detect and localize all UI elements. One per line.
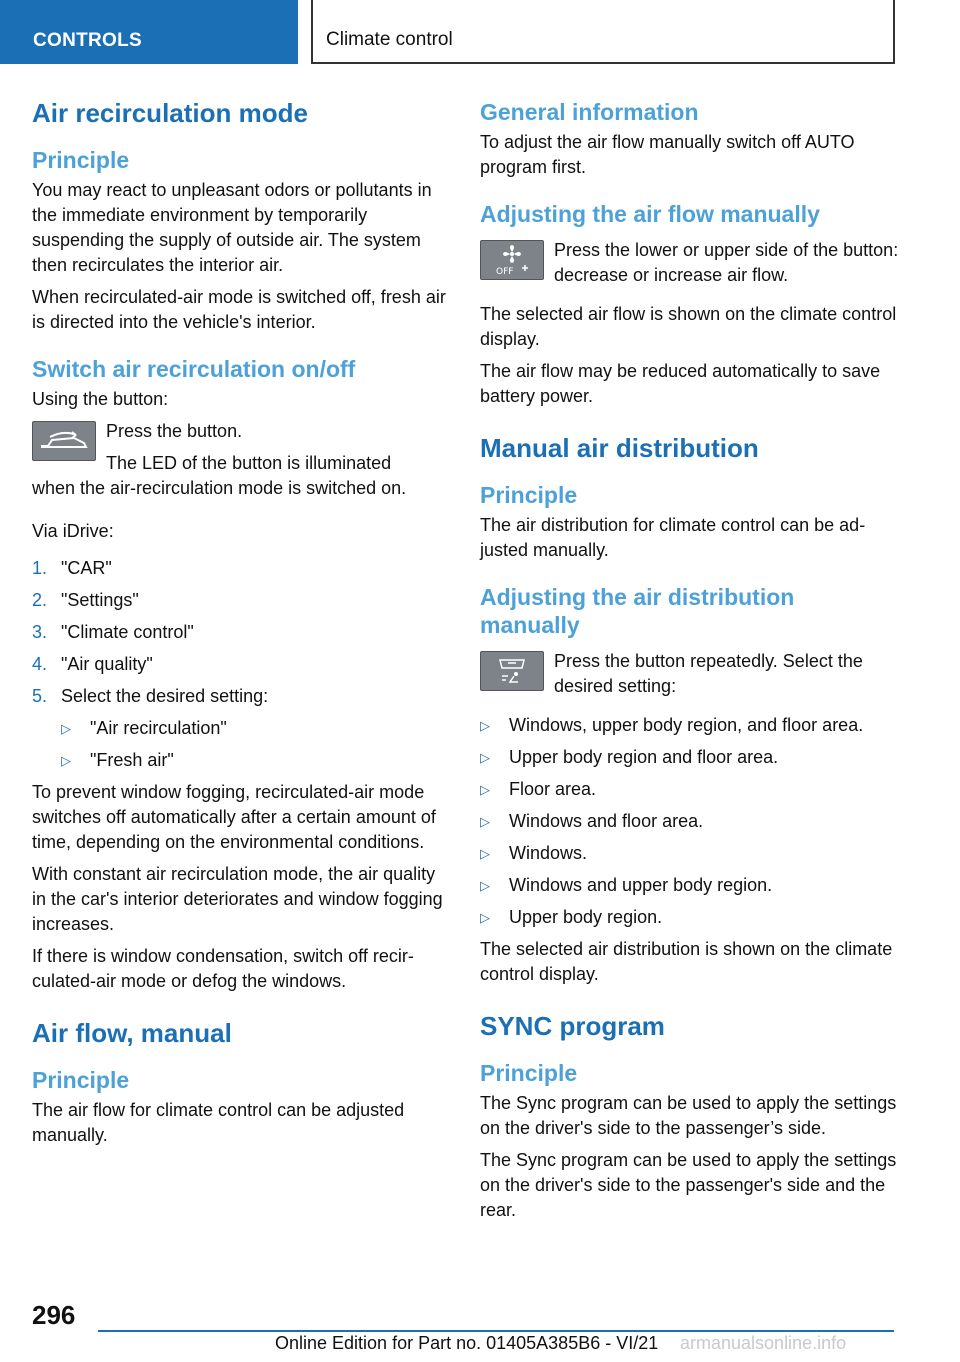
heading-air-flow-manual: Air flow, manual <box>32 1018 232 1048</box>
paragraph: To prevent window fogging, recirculated-air mode switches off automatically after a certain amount of time, depending on the environmental conditions. <box>32 782 436 852</box>
list-item: 5. Select the desired setting: <box>32 686 269 706</box>
list-item: 1. "CAR" <box>32 558 112 578</box>
list-item: ▷ Upper body region. <box>480 905 900 930</box>
svg-text:OFF: OFF <box>496 267 514 277</box>
triangle-bullet-icon: ▷ <box>480 782 490 797</box>
distribution-options <box>480 713 900 930</box>
paragraph: The selected air flow is shown on the climate control display. <box>480 304 897 349</box>
list-item: ▷ Windows and upper body region. <box>480 873 900 898</box>
triangle-bullet-icon: ▷ <box>480 910 490 925</box>
triangle-bullet-icon: ▷ <box>480 718 490 733</box>
edition-info: Online Edition for Part no. 01405A385B6 - VI/21 <box>275 1333 659 1353</box>
list-item: ▷ "Air recirculation" <box>61 716 452 741</box>
section-tab <box>0 0 298 64</box>
triangle-bullet-icon: ▷ <box>61 721 71 736</box>
paragraph: Via iDrive: <box>32 521 114 541</box>
heading-manual-air-distribution: Manual air distribution <box>480 433 759 463</box>
icon-text: The LED of the button is illuminated <box>106 453 392 473</box>
paragraph: With constant air recirculation mode, the air quality in the car's interior deteriorates and window fogging increases. <box>32 864 443 934</box>
setting-options <box>61 716 452 773</box>
triangle-bullet-icon: ▷ <box>61 753 71 768</box>
heading-sync-program: SYNC program <box>480 1011 665 1041</box>
chapter-title: Climate control <box>326 29 453 50</box>
heading-switch-recirculation: Switch air recirculation on/off <box>32 356 356 382</box>
page-number: 296 <box>32 1300 76 1330</box>
paragraph: The air distribution for climate control can be adjusted manually. <box>480 515 866 560</box>
section-label: CONTROLS <box>33 30 143 51</box>
list-item: 3. "Climate control" <box>32 622 194 642</box>
paragraph: If there is window condensation, switch off recirculated-air mode or defog the windows. <box>32 946 414 991</box>
heading-adjusting-air-distribution: Adjusting the air distribution manually <box>480 584 795 638</box>
list-item: ▷ Windows and floor area. <box>480 809 900 834</box>
heading-principle: Principle <box>32 1067 130 1093</box>
watermark: armanualsonline.info <box>680 1333 847 1353</box>
triangle-bullet-icon: ▷ <box>480 750 490 765</box>
heading-principle: Principle <box>480 1060 578 1086</box>
left-column <box>32 98 452 1155</box>
heading-principle: Principle <box>32 147 130 173</box>
heading-adjusting-air-flow: Adjusting the air flow manually <box>480 201 820 227</box>
recirculation-car-icon <box>32 421 96 461</box>
right-column <box>480 98 900 1230</box>
paragraph: The air flow for climate control can be adjusted manually. <box>32 1100 405 1145</box>
paragraph: The selected air distribution is shown on the climate control display. <box>480 939 893 984</box>
list-item: ▷ Windows, upper body region, and floor area. <box>480 713 900 738</box>
paragraph: Using the button: <box>32 389 169 409</box>
heading-principle: Principle <box>480 482 578 508</box>
list-item: 2. "Settings" <box>32 590 139 610</box>
paragraph: The air flow may be reduced automatically to save battery power. <box>480 361 881 406</box>
triangle-bullet-icon: ▷ <box>480 814 490 829</box>
paragraph: You may react to unpleasant odors or pollutants in the immediate environment by temporarily suspending the supply of outside air. The system then recirculates the interior air. <box>32 180 432 275</box>
paragraph: when the air-recirculation mode is switched on. <box>32 478 407 498</box>
icon-row <box>480 649 900 699</box>
fan-off-icon <box>480 240 544 280</box>
heading-air-recirculation: Air recirculation mode <box>32 98 308 128</box>
list-item: ▷ Floor area. <box>480 777 900 802</box>
paragraph: The Sync program can be used to apply the settings on the driver's side to the passenger's side and the rear. <box>480 1150 897 1220</box>
icon-text: Press the lower or upper side of the button: decrease or increase air flow. <box>554 240 899 285</box>
paragraph: The Sync program can be used to apply the settings on the driver's side to the passenger’s side. <box>480 1093 897 1138</box>
icon-row <box>480 238 900 288</box>
list-item: ▷ Upper body region and floor area. <box>480 745 900 770</box>
paragraph: To adjust the air flow manually switch off AUTO program first. <box>480 132 855 177</box>
triangle-bullet-icon: ▷ <box>480 846 490 861</box>
icon-text: Press the button repeatedly. Select the desired setting: <box>554 651 863 696</box>
list-item: 4. "Air quality" <box>32 654 153 674</box>
icon-row <box>32 419 452 476</box>
list-item: ▷ "Fresh air" <box>61 748 452 773</box>
idrive-steps <box>32 556 452 709</box>
paragraph: When recirculated-air mode is switched off, fresh air is directed into the vehicle's interior. <box>32 287 446 332</box>
footer-divider <box>98 1330 894 1332</box>
triangle-bullet-icon: ▷ <box>480 878 490 893</box>
chapter-header <box>311 0 895 64</box>
icon-text: Press the button. <box>106 421 243 441</box>
heading-general-information: General information <box>480 99 699 125</box>
air-distribution-icon <box>480 651 544 691</box>
list-item: ▷ Windows. <box>480 841 900 866</box>
